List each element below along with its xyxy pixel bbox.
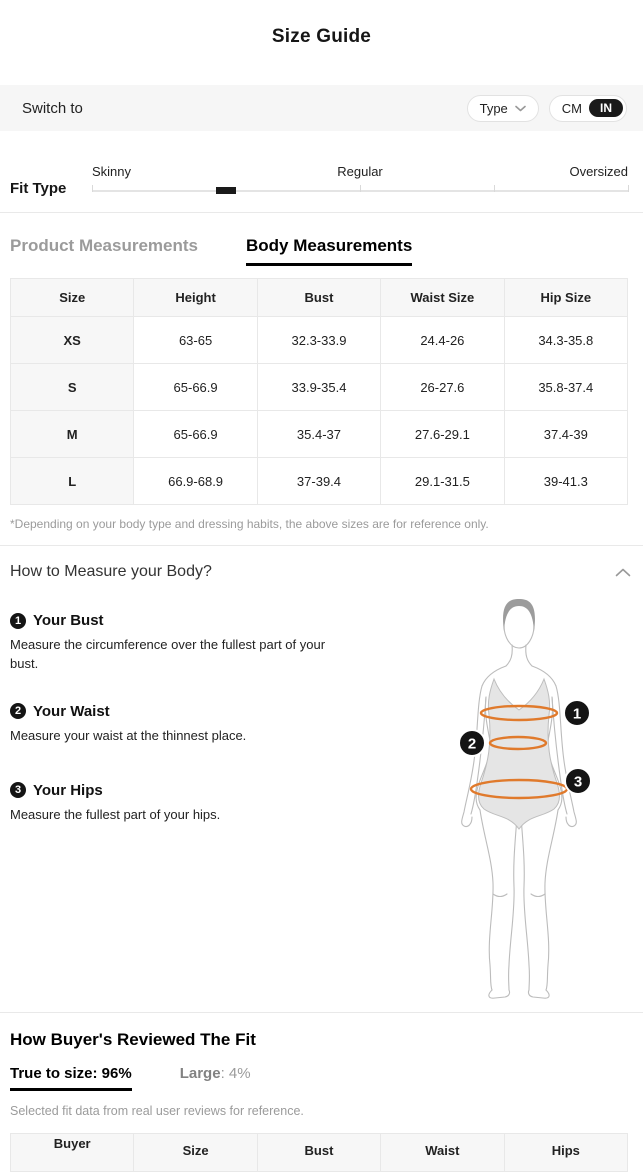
cell-bust: 37-39.4 xyxy=(257,458,380,505)
unit-in-option-selected[interactable]: IN xyxy=(589,99,623,117)
divider xyxy=(0,1012,643,1013)
fit-type-slider[interactable] xyxy=(92,164,628,208)
type-dropdown-label: Type xyxy=(479,100,508,116)
step-hips xyxy=(10,782,350,825)
slider-tick xyxy=(494,185,495,192)
waist-badge-number: 2 xyxy=(467,735,477,753)
slider-tick xyxy=(628,185,629,192)
cell-waist: 26-27.6 xyxy=(381,364,504,411)
cell-bust: 32.3-33.9 xyxy=(257,317,380,364)
col-header-bust: Bust xyxy=(257,1134,380,1172)
fit-option-regular[interactable]: Regular xyxy=(337,164,383,179)
table-row xyxy=(11,364,628,411)
col-header-height: Height xyxy=(134,279,257,317)
col-header-waist: Waist xyxy=(381,1134,504,1172)
cell-height: 65-66.9 xyxy=(134,364,257,411)
fit-review-title: How Buyer's Reviewed The Fit xyxy=(10,1030,256,1049)
step-description: Measure your waist at the thinnest place. xyxy=(10,727,247,743)
col-header-buyer: Buyer xyxy=(11,1134,134,1172)
fit-review-note: Selected fit data from real user reviews for reference. xyxy=(10,1104,304,1118)
switch-to-label: Switch to xyxy=(22,99,83,117)
cell-size: M xyxy=(11,411,134,458)
fit-option-skinny[interactable]: Skinny xyxy=(92,164,132,179)
table-row xyxy=(11,458,628,505)
measure-steps xyxy=(10,612,350,853)
table-header-row xyxy=(11,279,628,317)
step-number-badge: 1 xyxy=(10,613,26,629)
how-to-measure-header[interactable] xyxy=(10,563,631,581)
fit-type-label: Fit Type xyxy=(10,180,67,197)
slider-tick xyxy=(360,185,361,192)
switch-controls xyxy=(467,95,627,122)
step-bust xyxy=(10,612,350,674)
cell-waist: 29.1-31.5 xyxy=(381,458,504,505)
slider-tick xyxy=(92,185,93,192)
chevron-down-icon xyxy=(515,105,526,112)
col-header-hips: Hips xyxy=(504,1134,627,1172)
step-description: Measure the fullest part of your hips. xyxy=(10,806,221,822)
cell-height: 63-65 xyxy=(134,317,257,364)
buyer-review-table xyxy=(10,1133,628,1172)
stat-large[interactable] xyxy=(180,1065,251,1082)
col-header-size: Size xyxy=(134,1134,257,1172)
fit-type-options xyxy=(92,164,628,181)
cell-hip: 37.4-39 xyxy=(504,411,627,458)
divider xyxy=(0,545,643,546)
cell-waist: 24.4-26 xyxy=(381,317,504,364)
divider xyxy=(0,212,643,213)
step-title: Your Bust xyxy=(33,612,104,629)
step-number-badge: 2 xyxy=(10,703,26,719)
stat-large-value: : 4% xyxy=(220,1065,251,1082)
stat-large-label: Large xyxy=(179,1065,221,1082)
tab-body-measurements[interactable]: Body Measurements xyxy=(246,236,412,266)
fit-slider-handle[interactable] xyxy=(216,187,236,194)
cell-bust: 33.9-35.4 xyxy=(257,364,380,411)
bust-badge-number: 1 xyxy=(572,705,582,723)
table-row xyxy=(11,411,628,458)
body-measurements-table xyxy=(10,278,628,505)
cell-size: S xyxy=(11,364,134,411)
step-description: Measure the circumference over the fullest part of your bust. xyxy=(10,637,326,671)
fit-slider-track[interactable] xyxy=(92,190,628,192)
unit-toggle xyxy=(549,95,627,122)
step-title: Your Waist xyxy=(33,702,110,720)
figure-swimsuit xyxy=(479,679,560,829)
cell-hip: 35.8-37.4 xyxy=(504,364,627,411)
cell-hip: 34.3-35.8 xyxy=(504,317,627,364)
unit-cm-option[interactable]: CM xyxy=(561,100,582,116)
cell-hip: 39-41.3 xyxy=(504,458,627,505)
size-table-footnote: *Depending on your body type and dressing habits, the above sizes are for reference only. xyxy=(10,517,489,531)
cell-bust: 35.4-37 xyxy=(257,411,380,458)
how-to-measure-title: How to Measure your Body? xyxy=(10,563,212,580)
type-dropdown-button[interactable] xyxy=(467,95,539,122)
stat-true-to-size[interactable]: True to size: 96% xyxy=(10,1065,132,1091)
switch-to-bar xyxy=(0,85,643,131)
page-title: Size Guide xyxy=(271,26,372,47)
step-title: Your Hips xyxy=(33,781,103,799)
cell-height: 66.9-68.9 xyxy=(134,458,257,505)
chevron-up-icon[interactable] xyxy=(615,568,631,577)
col-header-size: Size xyxy=(11,279,134,317)
cell-height: 65-66.9 xyxy=(134,411,257,458)
fit-review-section xyxy=(10,1030,633,1172)
step-waist xyxy=(10,703,350,746)
col-header-hip: Hip Size xyxy=(504,279,627,317)
cell-size: L xyxy=(11,458,134,505)
measurement-tabs xyxy=(10,236,412,266)
table-row xyxy=(11,317,628,364)
col-header-bust: Bust xyxy=(257,279,380,317)
body-measurement-illustration xyxy=(437,593,637,1003)
col-header-waist: Waist Size xyxy=(381,279,504,317)
fit-type-section xyxy=(10,164,633,208)
hips-badge-number: 3 xyxy=(573,773,583,791)
cell-size: XS xyxy=(11,317,134,364)
step-number-badge: 3 xyxy=(10,782,26,798)
cell-waist: 27.6-29.1 xyxy=(381,411,504,458)
fit-option-oversized[interactable]: Oversized xyxy=(569,164,628,179)
tab-product-measurements[interactable]: Product Measurements xyxy=(10,236,198,255)
table-header-row xyxy=(11,1134,628,1172)
fit-review-stats xyxy=(10,1065,633,1091)
